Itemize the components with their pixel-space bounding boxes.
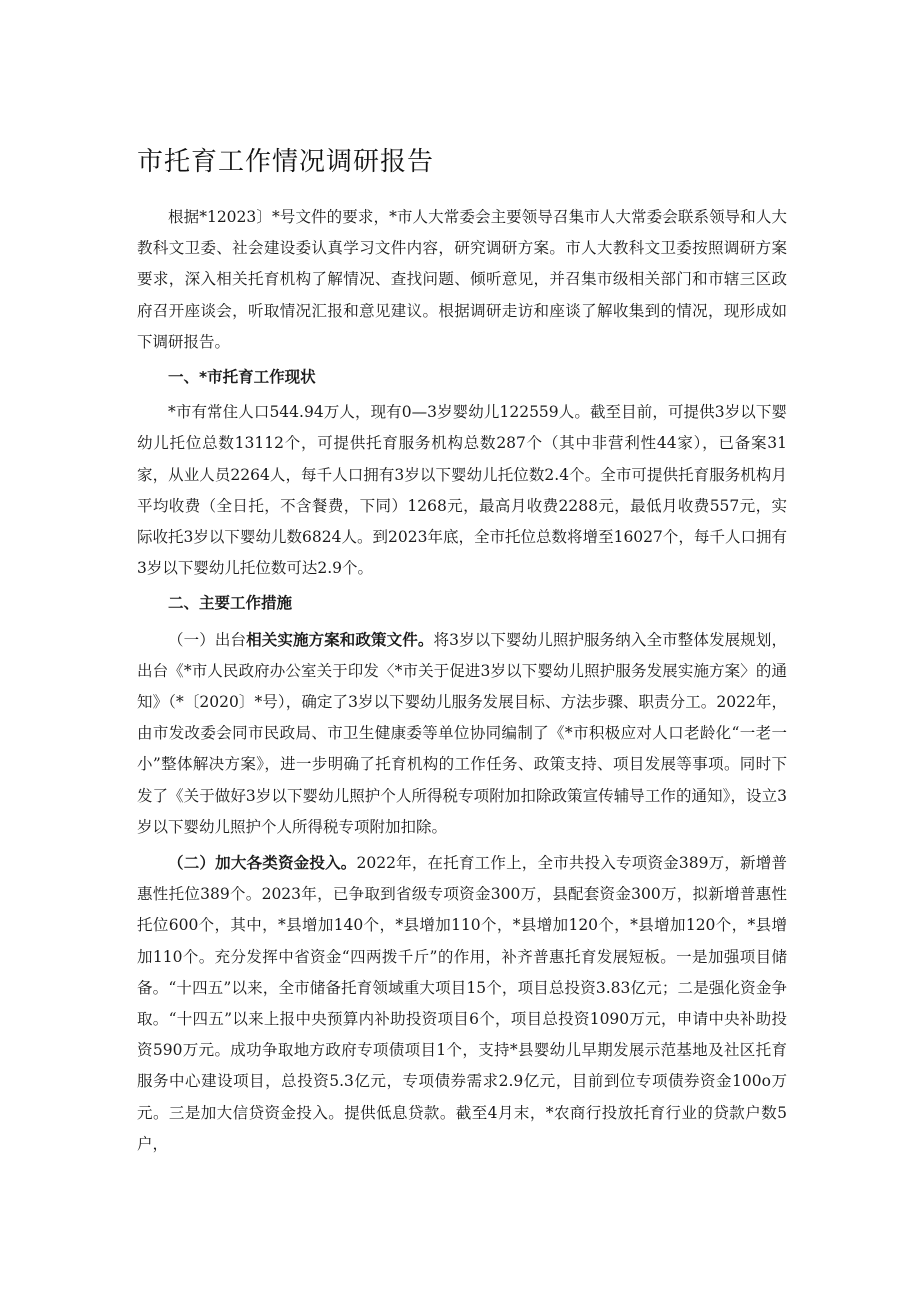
- section-heading-1: 一、*市托育工作现状: [168, 368, 316, 387]
- measure-1-paragraph: [137, 624, 787, 843]
- measure-1-prefix: （一）出台: [168, 630, 247, 649]
- section-1-paragraph: *市有常住人口544.94万人，现有0—3岁婴幼儿122559人。截至目前，可提供3岁以下婴幼儿托位总数13112个，可提供托育服务机构总数287个（其中非营利性44家），已备案31家，从业人员2264人，每千人口拥有3岁以下婴幼儿托位数2.4个。全市可提供托育服务机构月平均收费（全日托，不含餐费，下同）1268元，最高月收费2288元，最低月收费557元，实际收托3岁以下婴幼儿数6824人。到2023年底，全市托位总数将增至16027个，每千人口拥有3岁以下婴幼儿托位数可达2.9个。: [137, 403, 787, 578]
- measure-1-lead: 相关实施方案和政策文件。: [246, 629, 434, 649]
- document-title: 市托育工作情况调研报告: [137, 147, 435, 177]
- measure-2-body: 2022年，在托育工作上，全市共投入专项资金389万，新增普惠性托位389个。2023年，已争取到省级专项资金300万，县配套资金300万，拟新增普惠性托位600个，其中，*县增加140个，*县增加110个，*县增加120个，*县增加120个，*县增加110个。充分发挥中省资金“四两拨千斤”的作用，补齐普惠托育发展短板。一是加强项目储备。“十四五”以来，全市储备托育领域重大项目15个，项目总投资3.83亿元；二是强化资金争取。“十四五”以来上报中央预算内补助投资项目6个，项目总投资1090万元，申请中央补助投资590万元。成功争取地方政府专项债项目1个，支持*县婴幼儿早期发展示范基地及社区托育服务中心建设项目，总投资5.3亿元，专项债券需求2.9亿元，目前到位专项债券资金100o万元。三是加大信贷资金投入。提供低息贷款。截至4月末，*农商行投放托育行业的贷款户数5户，: [137, 854, 787, 1153]
- measure-2-paragraph: [137, 847, 787, 1160]
- intro-paragraph: 根据*12023〕*号文件的要求，*市人大常委会主要领导召集市人大常委会联系领导和人大教科文卫委、社会建设委认真学习文件内容，研究调研方案。市人大教科文卫委按照调研方案要求，深入相关托育机构了解情况、查找问题、倾听意见，并召集市级相关部门和市辖三区政府召开座谈会，听取情况汇报和意见建议。根据调研走访和座谈了解收集到的情况，现形成如下调研报告。: [137, 208, 787, 351]
- measure-2-lead: （二）加大各类资金投入。: [168, 853, 357, 873]
- document-body: [137, 142, 787, 1160]
- section-heading-2: 二、主要工作措施: [168, 594, 293, 613]
- measure-1-body: 将3岁以下婴幼儿照护服务纳入全市整体发展规划，出台《*市人民政府办公室关于印发〈*市关于促进3岁以下婴幼儿照护服务发展实施方案〉的通知》（*〔2020〕*号），确定了3岁以下婴幼儿服务发展目标、方法步骤、职责分工。2022年，由市发改委会同市民政局、市卫生健康委等单位协同编制了《*市积极应对人口老龄化“一老一小”整体解决方案》，进一步明确了托育机构的工作任务、政策支持、项目发展等事项。同时下发了《关于做好3岁以下婴幼儿照护个人所得税专项附加扣除政策宣传辅导工作的通知》，设立3岁以下婴幼儿照护个人所得税专项附加扣除。: [137, 630, 787, 836]
